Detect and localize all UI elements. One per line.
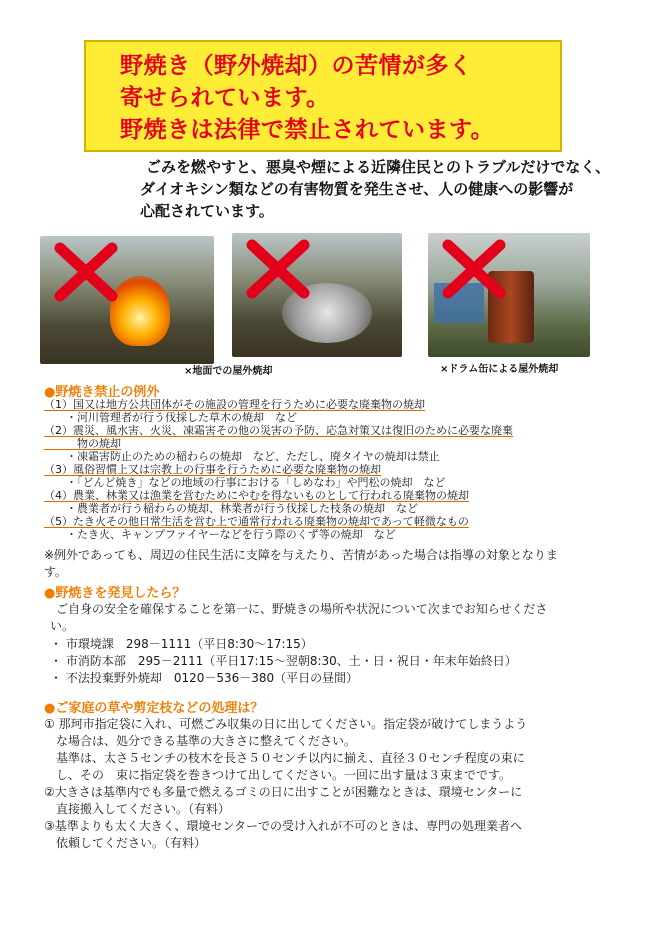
exception-line: ・農業者が行う稲わらの焼却、林業者が行う伐採した枝条の焼却 など <box>44 502 418 515</box>
intro-line: 心配されています。 <box>140 202 274 220</box>
disposal-line: 直接搬入してください。（有料） <box>44 802 231 816</box>
intro-line: ごみを燃やすと、悪臭や煙による近隣住民とのトラブルだけでなく、 <box>146 158 611 176</box>
exceptions-note: す。 <box>44 565 68 579</box>
intro-paragraph <box>140 156 646 222</box>
exception-line: ・たき火、キャンプファイヤーなどを行う際のくず等の焼却 など <box>44 528 396 541</box>
caption-ground-burning: ×地面での屋外焼却 <box>184 366 273 377</box>
exception-line: ・凍霜害防止のための稲わらの焼却 など、ただし、廃タイヤの焼却は禁止 <box>44 450 440 463</box>
photo-ground-burning-1 <box>40 236 214 364</box>
discover-heading: ●野焼きを発見したら？ <box>44 586 186 601</box>
disposal-line: ③基準よりも太く大きく、環境センターでの受け入れが不可のときは、専門の処理業者へ <box>44 819 523 833</box>
red-x-cross-icon <box>246 239 310 299</box>
disposal-line: 基準は、太さ５センチの枝木を長さ５０センチ以内に揃え、直径３０センチ程度の束に <box>44 751 525 765</box>
exception-line: （3）風俗習慣上又は宗教上の行事を行うために必要な廃棄物の焼却 <box>44 463 381 476</box>
exception-line: （5）たき火その他日常生活を営む上で通常行われる廃棄物の焼却であって軽微なもの <box>44 515 469 528</box>
exception-line: ・「どんど焼き」などの地域の行事における「しめなわ」や門松の焼却 など <box>44 476 446 489</box>
warning-banner <box>84 40 562 152</box>
banner-line-2: 寄せられています。 <box>120 85 330 111</box>
banner-line-3: 野焼きは法律で禁止されています。 <box>120 117 495 143</box>
exception-line: （1）国又は地方公共団体がその施設の管理を行うために必要な廃棄物の焼却 <box>44 398 425 411</box>
exceptions-note: ※例外であっても、周辺の住民生活に支障を与えたり、苦情があった場合は指導の対象となりま <box>44 548 558 562</box>
disposal-line: ②大きさは基準内でも多量で燃えるゴミの日に出すことが困難なときは、環境センターに <box>44 785 523 799</box>
red-x-cross-icon <box>54 242 118 302</box>
contact-fire-department: ・ 市消防本部 295－2111（平日17:15～翌朝8:30、土・日・祝日・年末年始終日） <box>50 654 517 668</box>
disposal-line: し、その 束に指定袋を巻きつけて出してください。一回に出す量は３束までです。 <box>44 768 512 782</box>
photo-drum-burning <box>428 233 590 357</box>
photo-ground-burning-2 <box>232 233 402 357</box>
exceptions-heading: ●野焼き禁止の例外 <box>44 385 160 400</box>
disposal-line: な場合は、処分できる基準の大きさに整えてください。 <box>44 734 357 748</box>
disposal-heading: ●ご家庭の草や剪定枝などの処理は？ <box>44 701 264 716</box>
red-x-cross-icon <box>442 239 506 299</box>
caption-drum-burning: ×ドラム缶による屋外焼却 <box>440 364 559 375</box>
banner-line-1: 野焼き（野外焼却）の苦情が多く <box>120 53 473 79</box>
exception-line: （4）農業、林業又は漁業を営むためにやむを得ないものとして行われる廃棄物の焼却 <box>44 489 469 502</box>
discover-text: ご自身の安全を確保することを第一に、野焼きの場所や状況について次までお知らせくださ <box>44 602 548 616</box>
exception-line: ・河川管理者が行う伐採した草木の焼却 など <box>44 411 297 424</box>
discover-text: い。 <box>50 619 75 633</box>
disposal-line: 依頼してください。（有料） <box>44 836 207 850</box>
contact-illegal-dumping: ・ 不法投棄野外焼却 0120－536－380（平日の昼間） <box>50 671 359 685</box>
exception-line: 物の焼却 <box>44 437 121 450</box>
intro-line: ダイオキシン類などの有害物質を発生させ、人の健康への影響が <box>140 180 574 198</box>
contact-environment: ・ 市環境課 298－1111（平日8:30～17:15） <box>50 637 313 651</box>
exception-line: （2）震災、風水害、火災、凍霜害その他の災害の予防、応急対策又は復旧のために必要な廃棄 <box>44 424 513 437</box>
disposal-line: ① 那珂市指定袋に入れ、可燃ごみ収集の日に出してください。指定袋が破けてしまうよう <box>44 717 528 731</box>
